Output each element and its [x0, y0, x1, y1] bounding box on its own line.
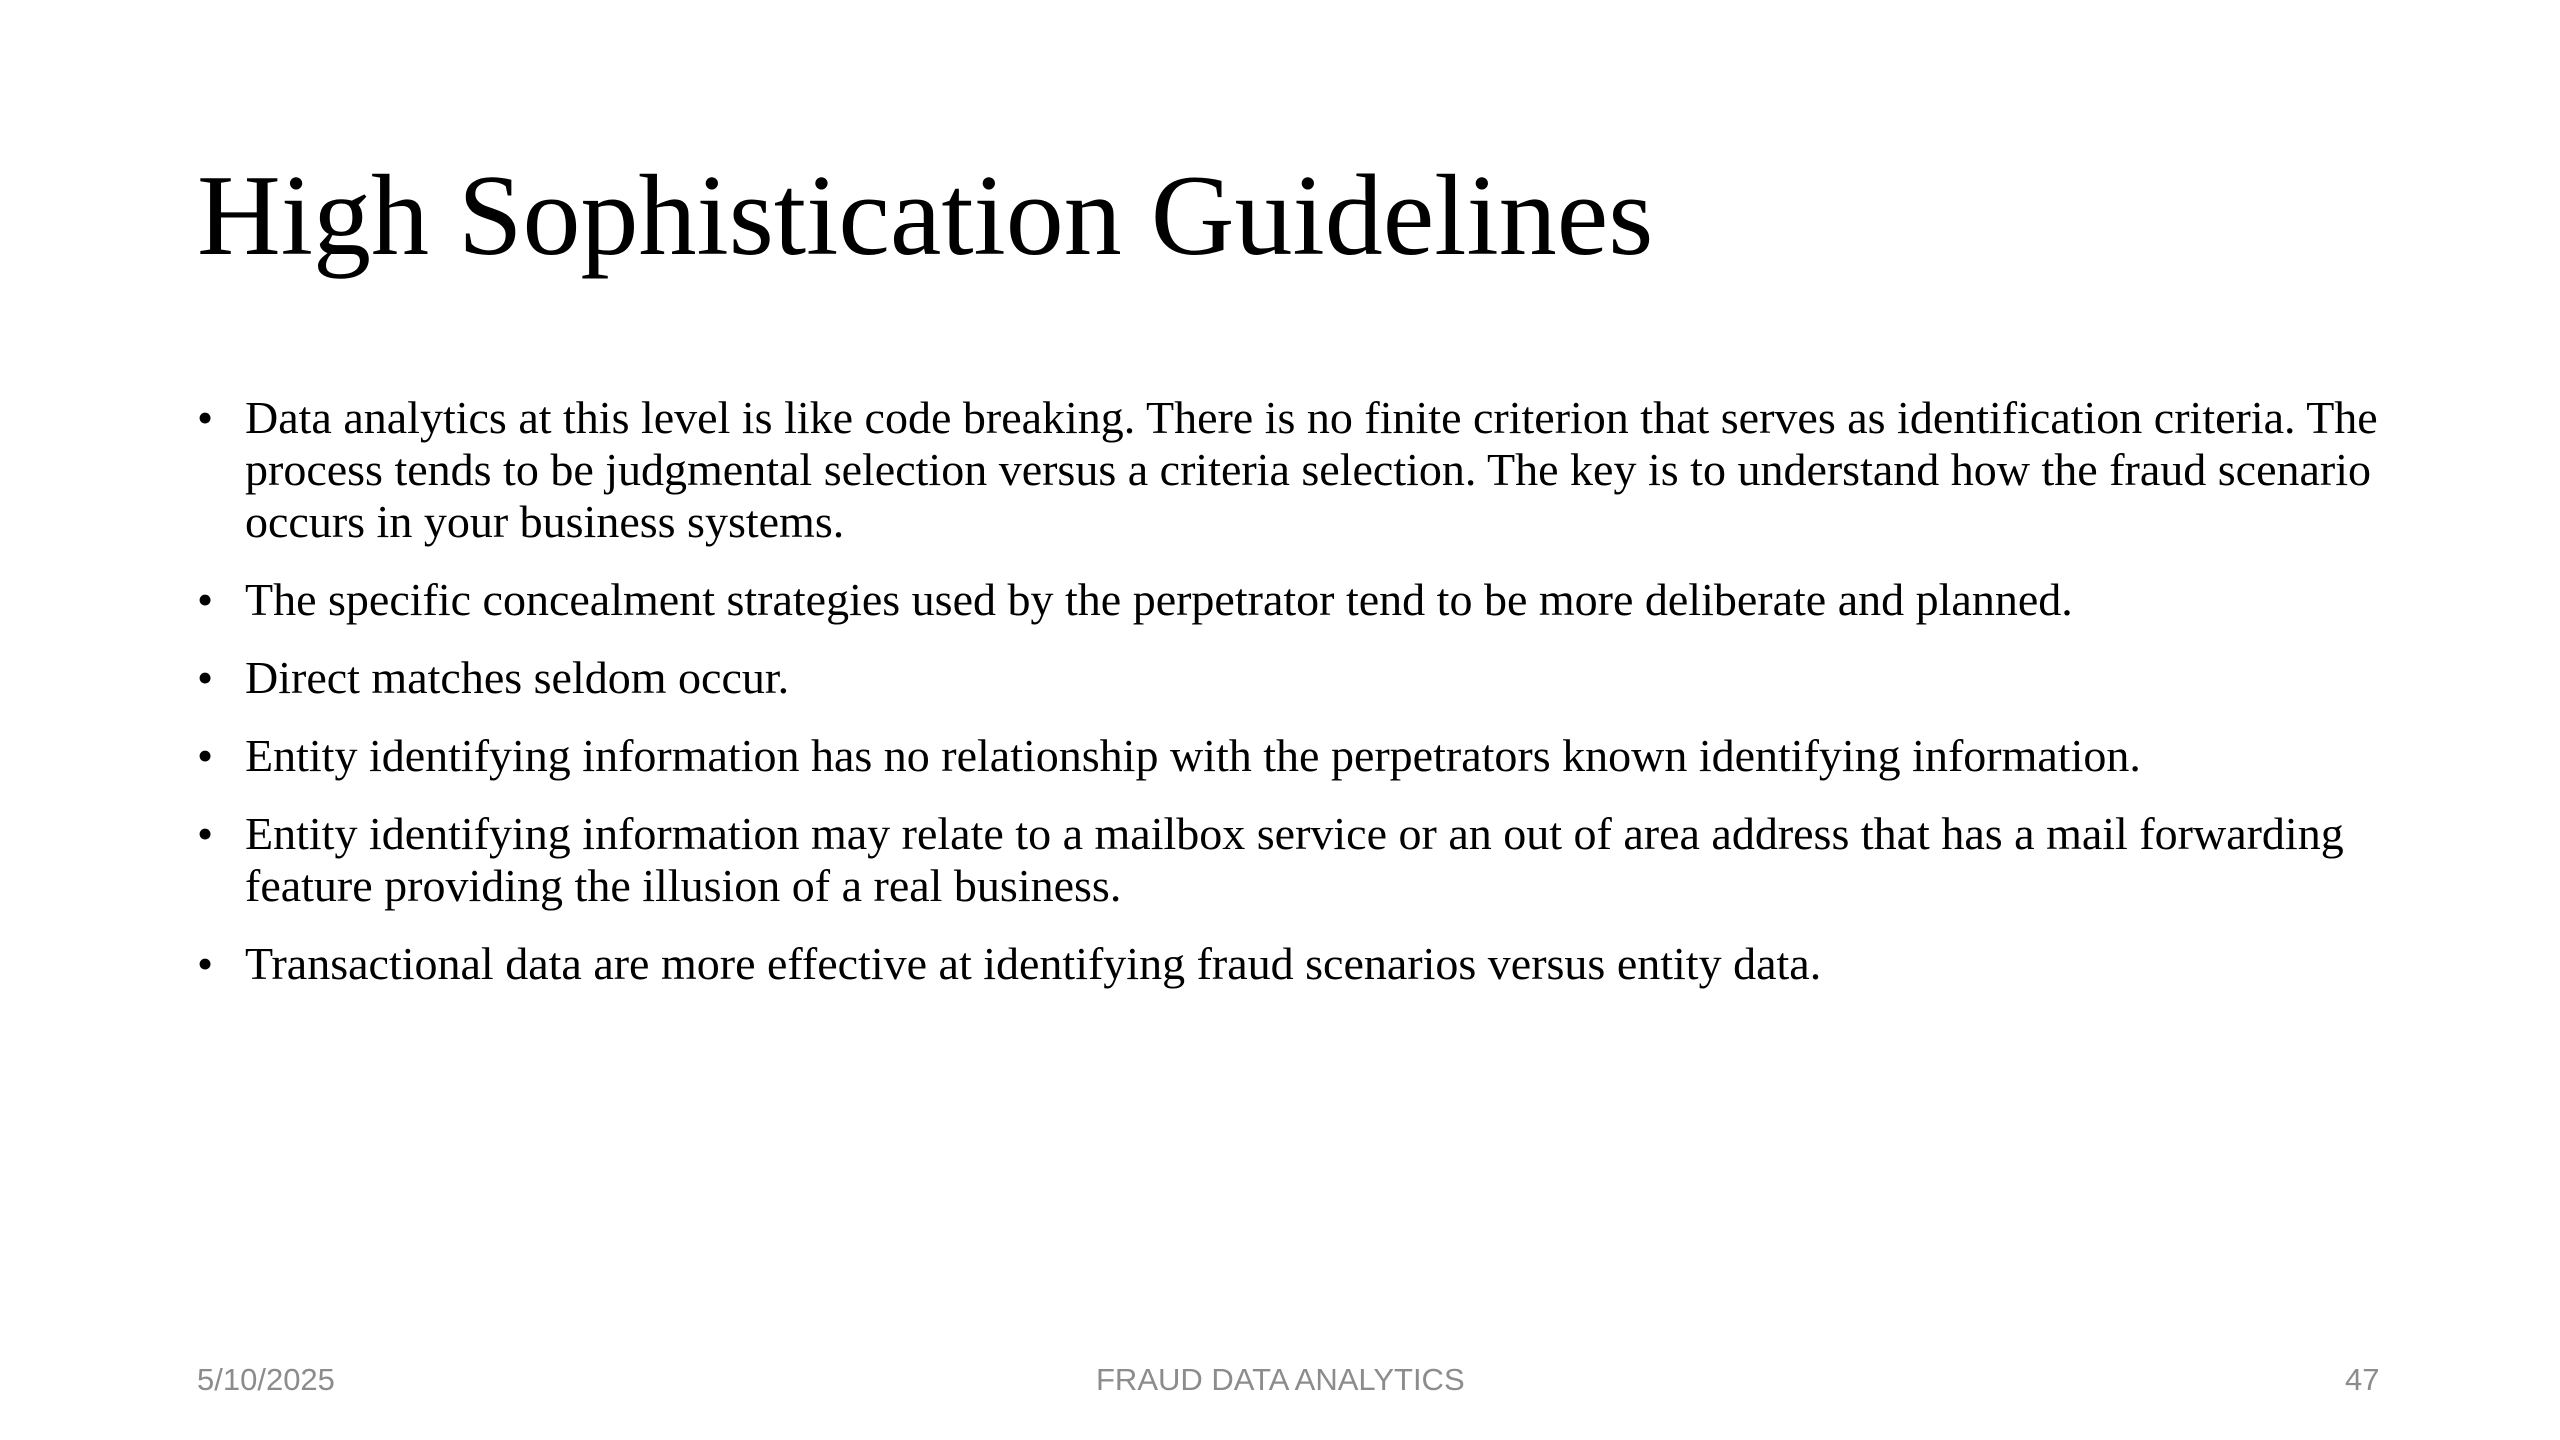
bullet-item	[197, 574, 2397, 626]
footer-title: FRAUD DATA ANALYTICS	[1096, 1362, 1465, 1397]
bullet-text: Data analytics at this level is like code breaking. There is no finite criterion that serves as identification criteria. The process tends to be judgmental selection versus a criteria selection. The key is to understand how the fraud scenario occurs in your business systems.	[245, 392, 2378, 547]
bullet-dot-icon: •	[197, 808, 214, 859]
bullet-text: The specific concealment strategies used by the perpetrator tend to be more deliberate and planned.	[245, 574, 2073, 625]
bullet-text: Entity identifying information has no relationship with the perpetrators known identifying information.	[245, 730, 2141, 781]
bullet-item	[197, 938, 2397, 990]
bullet-list	[197, 392, 2397, 1016]
bullet-item	[197, 808, 2397, 912]
slide-number: 47	[2345, 1362, 2380, 1397]
bullet-dot-icon: •	[197, 730, 214, 781]
bullet-dot-icon: •	[197, 392, 214, 443]
bullet-item	[197, 730, 2397, 782]
bullet-text: Direct matches seldom occur.	[245, 652, 790, 703]
bullet-item	[197, 392, 2397, 548]
footer-date: 5/10/2025	[197, 1362, 335, 1397]
bullet-dot-icon: •	[197, 652, 214, 703]
bullet-text: Transactional data are more effective at identifying fraud scenarios versus entity data.	[245, 938, 1822, 989]
bullet-dot-icon: •	[197, 938, 214, 989]
bullet-text: Entity identifying information may relate to a mailbox service or an out of area address that has a mail forwarding feature providing the illusion of a real business.	[245, 808, 2344, 911]
bullet-dot-icon: •	[197, 574, 214, 625]
slide-title: High Sophistication Guidelines	[197, 152, 1654, 280]
bullet-item	[197, 652, 2397, 704]
